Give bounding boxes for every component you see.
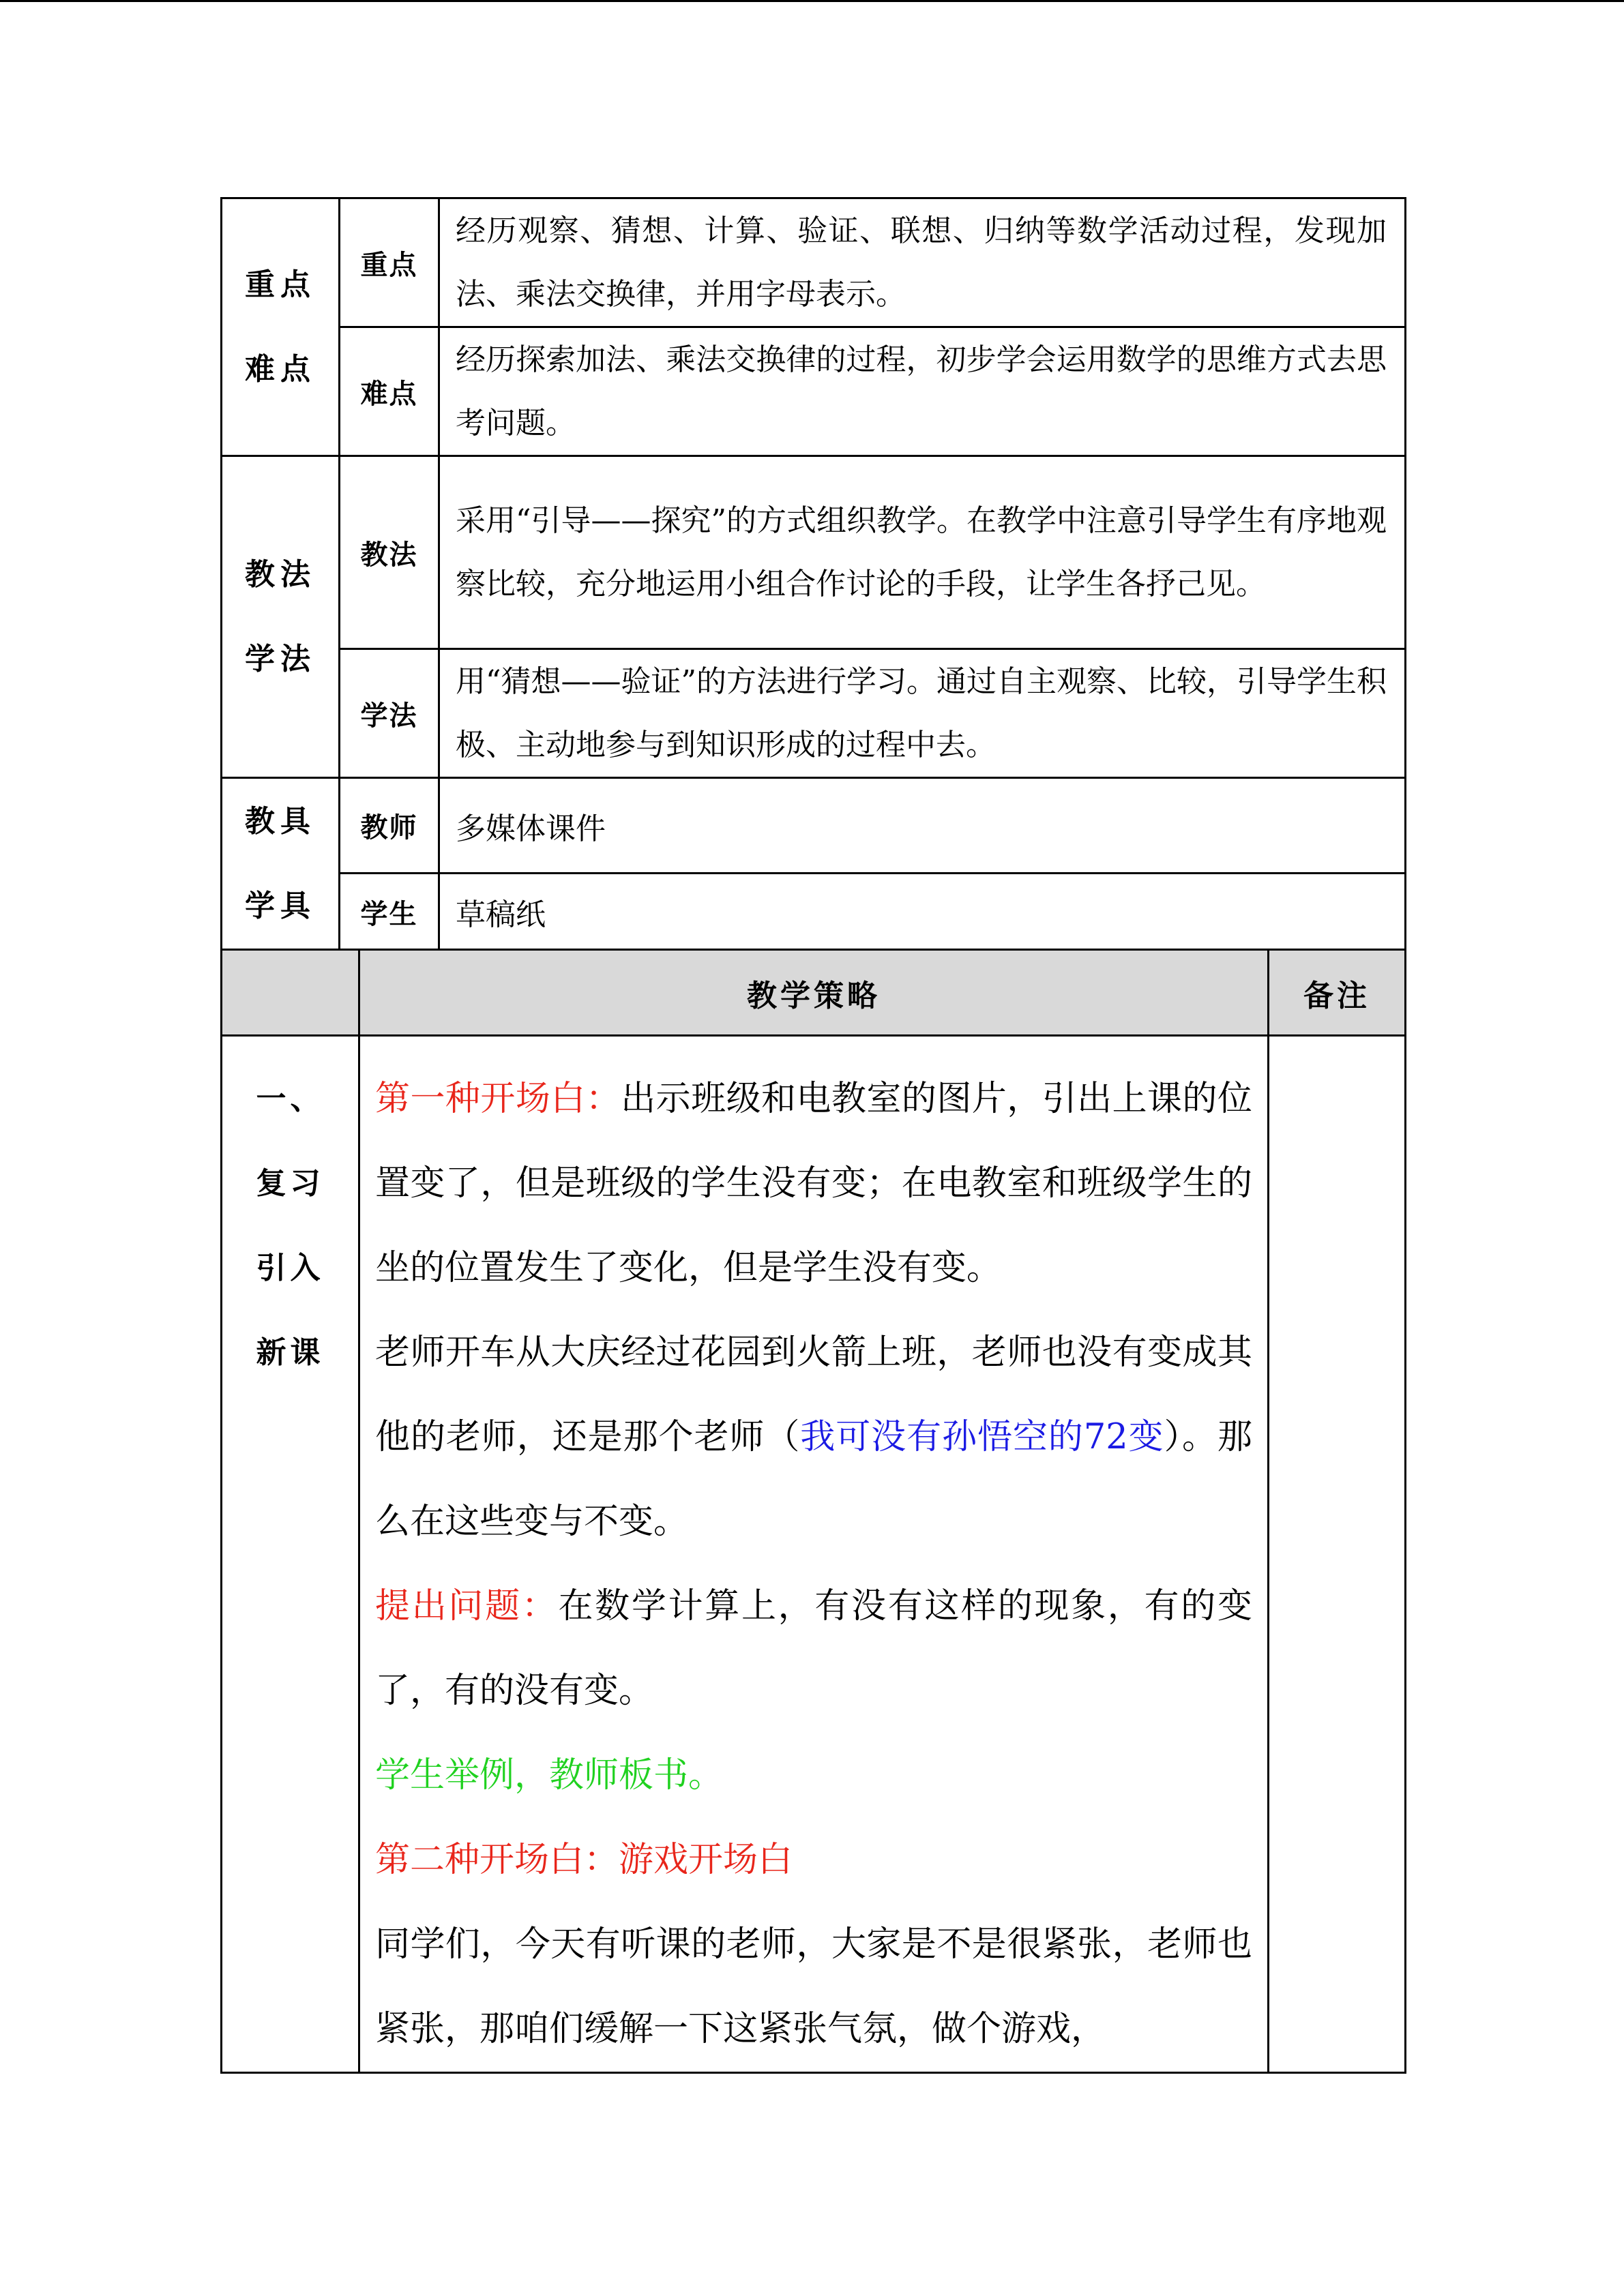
teacher-text-highlight: 我可没有孙悟空的72变 — [800, 1417, 1164, 1457]
opening-1-text: 出示班级和电教室的图片，引出上课的位置变了，但是班级的学生没有变；在电教室和班级学生的坐的位置发生了变化，但是学生没有变。 — [375, 1079, 1252, 1288]
text-student-tool: 草稿纸 — [439, 874, 1406, 951]
label-learning-method: 学法 — [340, 649, 439, 778]
text-difficulty: 经历探索加法、乘法交换律的过程，初步学会运用数学的思维方式去思考问题。 — [439, 327, 1406, 456]
category-key-points — [222, 198, 340, 456]
label-teacher-tool: 教师 — [340, 778, 439, 874]
table-row — [222, 198, 1406, 327]
step-line: 一、 — [256, 1082, 325, 1116]
paragraph-question — [375, 1564, 1252, 1733]
table-row — [222, 456, 1406, 649]
paragraph-game: 同学们，今天有听课的老师，大家是不是很紧张，老师也紧张，那咱们缓解一下这紧张气氛，做个游戏， — [375, 1924, 1252, 2049]
step-line: 新课 — [256, 1335, 325, 1370]
category-line: 学法 — [245, 641, 316, 676]
text-teacher-tool: 多媒体课件 — [439, 778, 1406, 874]
question-text: 在数学计算上，有没有这样的现象，有的变了，有的没有变。 — [375, 1586, 1252, 1711]
lesson-info-table — [220, 197, 1406, 951]
text-learning-method: 用“猜想——验证”的方法进行学习。通过自主观察、比较，引导学生积极、主动地参与到知识形成的过程中去。 — [439, 649, 1406, 778]
category-line: 教具 — [245, 804, 316, 839]
step-line: 复习 — [256, 1166, 325, 1201]
header-notes: 备注 — [1269, 950, 1406, 1036]
label-difficulty: 难点 — [340, 327, 439, 456]
step-label — [222, 1036, 359, 2073]
table-row — [222, 874, 1406, 951]
category-tools — [222, 778, 340, 951]
strategy-content — [359, 1036, 1269, 2073]
category-line: 重点 — [245, 267, 316, 302]
paragraph-opening-2: 第二种开场白：游戏开场白 — [375, 1840, 793, 1880]
label-student-tool: 学生 — [340, 874, 439, 951]
text-key-point: 经历观察、猜想、计算、验证、联想、归纳等数学活动过程，发现加法、乘法交换律，并用字母表示。 — [439, 198, 1406, 327]
label-key-point: 重点 — [340, 198, 439, 327]
category-line: 教法 — [245, 556, 316, 592]
label-teaching-method: 教法 — [340, 456, 439, 649]
paragraph-teacher-commute — [375, 1311, 1252, 1564]
page-top-border — [0, 0, 1624, 2]
header-strategy: 教学策略 — [359, 950, 1269, 1036]
teacher-text-a: 老师开车从大庆经过花园到火箭上班，老师也没有变成其他的老师，还是那个老师（ — [375, 1332, 1252, 1457]
teacher-text-b: ）。那么在这些变与不变。 — [375, 1417, 1252, 1542]
step-line: 引入 — [256, 1251, 325, 1285]
opening-1-label: 第一种开场白： — [375, 1079, 621, 1119]
paragraph-opening-1 — [375, 1057, 1252, 1311]
table-row — [222, 327, 1406, 456]
category-line: 学具 — [245, 889, 316, 923]
category-line: 难点 — [245, 351, 316, 387]
strategy-table — [220, 949, 1406, 2074]
header-step — [222, 950, 359, 1036]
table-row — [222, 649, 1406, 778]
table-row — [222, 778, 1406, 874]
text-teaching-method: 采用“引导——探究”的方式组织教学。在教学中注意引导学生有序地观察比较，充分地运用小组合作讨论的手段，让学生各抒己见。 — [439, 456, 1406, 649]
notes-cell — [1269, 1036, 1406, 2073]
question-label: 提出问题： — [375, 1586, 559, 1626]
paragraph-examples: 学生举例，教师板书。 — [375, 1755, 724, 1795]
table-row — [222, 1036, 1406, 2073]
table-header-row — [222, 950, 1406, 1036]
category-methods — [222, 456, 340, 778]
